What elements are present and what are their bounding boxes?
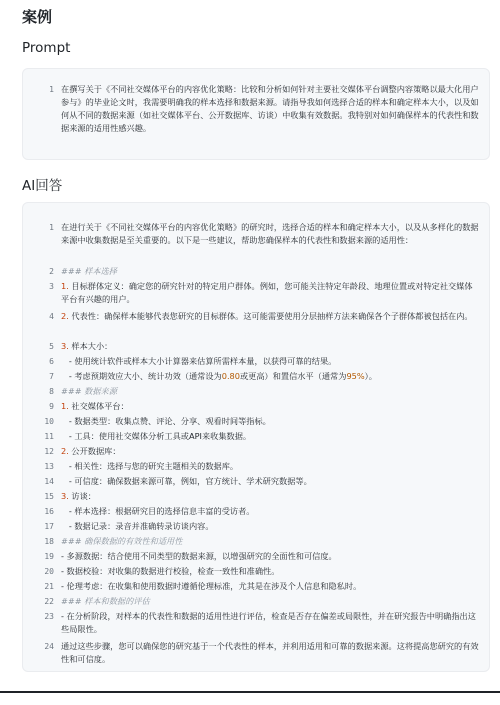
line-part: - 考虑预期效应大小、统计功效（通常设为 bbox=[61, 371, 222, 381]
line-text: - 样本选择：根据研究目的选择信息丰富的受访者。 bbox=[61, 506, 255, 516]
line-text bbox=[61, 280, 479, 306]
answer-code-block bbox=[22, 202, 490, 672]
line-body: 目标群体定义：确定您的研究针对的特定用户群体。例如，您可能关注特定年龄段、地理位置或对特定社交媒体平台有兴趣的用户。 bbox=[61, 281, 473, 304]
answer-heading: AI回答 bbox=[22, 178, 63, 194]
list-marker: 3. bbox=[61, 341, 69, 351]
line-text: - 数据类型：收集点赞、评论、分享、观看时间等指标。 bbox=[61, 416, 271, 426]
line-number: 4 bbox=[49, 312, 54, 321]
line-number: 7 bbox=[49, 372, 54, 381]
line-text: - 数据记录：录音并准确转录访谈内容。 bbox=[61, 521, 214, 531]
line-part: ）。 bbox=[364, 371, 377, 381]
line-number: 22 bbox=[44, 597, 54, 606]
line-text: - 可信度：确保数据来源可靠，例如，官方统计、学术研究数据等。 bbox=[61, 476, 312, 486]
line-body: 代表性：确保样本能够代表您研究的目标群体。这可能需要使用分层抽样方法来确保各个子群体都被包括在内。 bbox=[68, 311, 473, 321]
line-number: 17 bbox=[44, 522, 54, 531]
line-text: - 伦理考虑：在收集和使用数据时遵循伦理标准，尤其是在涉及个人信息和隐私时。 bbox=[61, 581, 362, 591]
line-number: 24 bbox=[44, 642, 54, 651]
line-text: - 多源数据：结合使用不同类型的数据来源，以增强研究的全面性和可信度。 bbox=[61, 551, 337, 561]
line-number: 23 bbox=[44, 612, 54, 621]
code-line bbox=[23, 83, 489, 143]
line-number: 15 bbox=[44, 492, 54, 501]
list-marker: 2. bbox=[61, 446, 69, 456]
line-body: 社交媒体平台： bbox=[68, 401, 129, 411]
line-number: 13 bbox=[44, 462, 54, 471]
line-number: 14 bbox=[44, 477, 54, 486]
line-text bbox=[61, 310, 479, 323]
line-number: 11 bbox=[44, 432, 54, 441]
line-number: 19 bbox=[44, 552, 54, 561]
number-literal: 95% bbox=[346, 371, 365, 381]
line-text: 在撰写关于《不同社交媒体平台的内容优化策略：比较和分析如何针对主要社交媒体平台调整内容策略以最大化用户参与》的毕业论文时，我需要明确我的样本选择和数据来源。请指导我如何选择合适的样本和确定样本大小，以及如何从不同的数据来源（如社交媒体平台、公开数据库、访谈）中收集有效数据。我特别对如何确保样本的代表性和数据来源的适用性感兴趣。 bbox=[61, 84, 479, 133]
line-number: 5 bbox=[49, 342, 54, 351]
line-number: 1 bbox=[49, 85, 54, 94]
line-number: 2 bbox=[49, 267, 54, 276]
line-text: - 数据校验：对收集的数据进行校验，检查一致性和准确性。 bbox=[61, 566, 280, 576]
list-marker: 2. bbox=[61, 311, 69, 321]
line-text bbox=[61, 400, 479, 413]
line-number: 1 bbox=[49, 223, 54, 232]
prompt-code-block bbox=[22, 68, 490, 160]
line-number: 3 bbox=[49, 282, 54, 291]
line-text: - 使用统计软件或样本大小计算器来估算所需样本量，以获得可靠的结果。 bbox=[61, 356, 337, 366]
list-marker: 1. bbox=[61, 401, 69, 411]
line-number: 9 bbox=[49, 402, 54, 411]
line-text: - 工具：使用社交媒体分析工具或API来收集数据。 bbox=[61, 431, 252, 441]
line-text bbox=[61, 445, 479, 458]
line-number: 21 bbox=[44, 582, 54, 591]
line-body: 样本大小： bbox=[68, 341, 113, 351]
comment-heading: ### 样本和数据的评估 bbox=[61, 596, 150, 606]
line-number: 18 bbox=[44, 537, 54, 546]
line-text: - 相关性：选择与您的研究主题相关的数据库。 bbox=[61, 461, 239, 471]
prompt-heading: Prompt bbox=[22, 40, 71, 56]
line-number: 10 bbox=[44, 417, 54, 426]
line-text: 在进行关于《不同社交媒体平台的内容优化策略》的研究时，选择合适的样本和确定样本大小，以及从多样化的数据来源中收集数据是至关重要的。以下是一些建议，帮助您确保样本的代表性和数据来源的适用性： bbox=[61, 222, 479, 245]
comment-heading: ### 确保数据的有效性和适用性 bbox=[61, 536, 183, 546]
line-number: 16 bbox=[44, 507, 54, 516]
line-text bbox=[61, 370, 479, 383]
comment-heading: ### 数据来源 bbox=[61, 386, 117, 396]
list-marker: 3. bbox=[61, 491, 69, 501]
comment-heading: ### 样本选择 bbox=[61, 266, 117, 276]
list-marker: 1. bbox=[61, 281, 69, 291]
line-part: 或更高）和置信水平（通常为 bbox=[239, 371, 347, 381]
line-text: 通过这些步骤，您可以确保您的研究基于一个代表性的样本，并利用适用和可靠的数据来源。这将提高您研究的有效性和可信度。 bbox=[61, 641, 479, 664]
line-text: - 在分析阶段，对样本的代表性和数据的适用性进行评估，检查是否存在偏差或局限性，并在研究报告中明确指出这些局限性。 bbox=[61, 611, 476, 634]
line-number: 20 bbox=[44, 567, 54, 576]
line-text bbox=[61, 340, 479, 353]
line-number: 6 bbox=[49, 357, 54, 366]
line-number: 12 bbox=[44, 447, 54, 456]
bottom-divider bbox=[0, 691, 500, 693]
case-heading: 案例 bbox=[22, 8, 53, 26]
line-number: 8 bbox=[49, 387, 54, 396]
line-body: 公开数据库： bbox=[68, 446, 121, 456]
line-body: 访谈： bbox=[68, 491, 96, 501]
line-text bbox=[61, 490, 479, 503]
number-literal: 0.80 bbox=[221, 371, 240, 381]
